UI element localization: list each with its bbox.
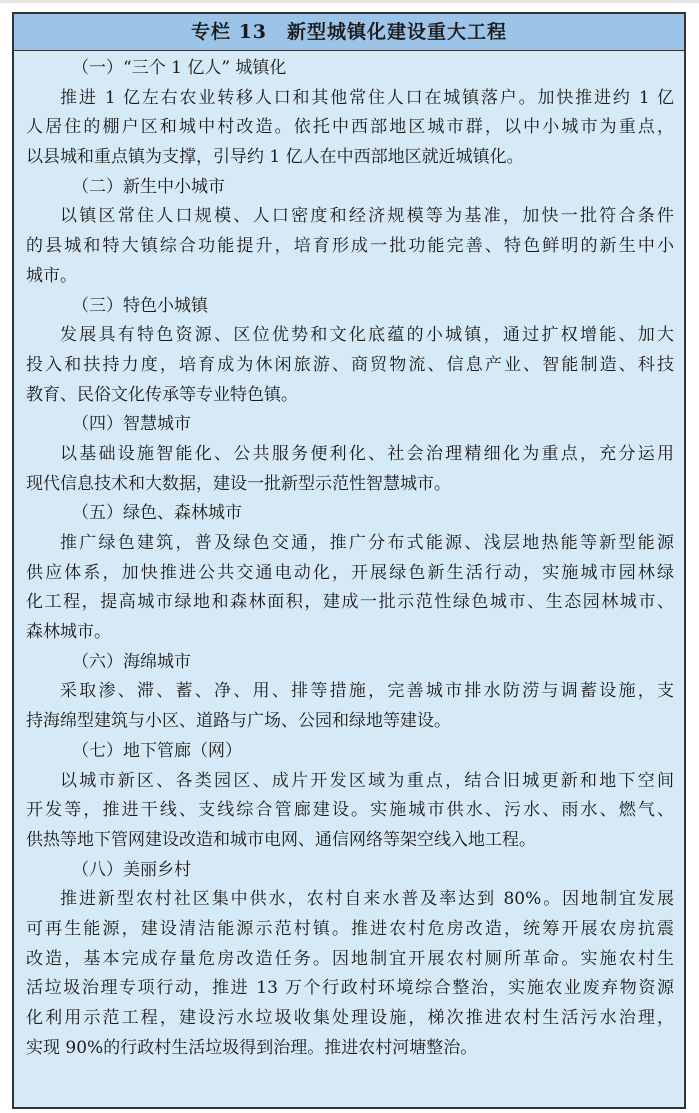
- section-heading: （一）“三个 1 亿人” 城镇化: [72, 58, 287, 78]
- paragraph-line: 化利用示范工程，建设污水垃圾收集处理设施，梯次推进农村生活污水治理，: [26, 1008, 674, 1028]
- section-heading: （五）绿色、森林城市: [72, 503, 242, 524]
- section-heading: （七）地下管廊（网）: [72, 740, 242, 761]
- paragraph-line: 供应体系，加快推进公共交通电动化，开展绿色新生活行动，实施城市园林绿: [26, 562, 674, 583]
- paragraph-line: 以城市新区、各类园区、成片开发区域为重点，结合旧城更新和地下空间: [60, 770, 674, 791]
- paragraph-line: 持海绵型建筑与小区、道路与广场、公园和绿地等建设。: [26, 711, 451, 732]
- paragraph-line: 化工程，提高城市绿地和森林面积，建成一批示范性绿色城市、生态园林城市、: [26, 592, 674, 613]
- paragraph-line: 推进 1 亿左右农业转移人口和其他常住人口在城镇落户。加快推进约 1 亿: [60, 87, 674, 108]
- section: [26, 410, 674, 499]
- paragraph-line: 人居住的棚户区和城中村改造。依托中西部地区城市群，以中小城市为重点，: [26, 117, 674, 138]
- column-box: [12, 12, 686, 1109]
- paragraph-line: 以县城和重点镇为支撑，引导约 1 亿人在中西部地区就近城镇化。: [26, 147, 524, 168]
- section-heading: （四）智慧城市: [72, 414, 191, 435]
- paragraph-line: 改造，基本完成存量危房改造任务。因地制宜开展农村厕所革命。实施农村生: [26, 948, 674, 969]
- paragraph-line: 推进新型农村社区集中供水，农村自来水普及率达到 80%。因地制宜发展: [60, 889, 674, 910]
- section: [26, 737, 674, 856]
- section-heading: （二）新生中小城市: [72, 176, 225, 197]
- top-divider: [0, 0, 699, 3]
- paragraph-line: 城市。: [26, 265, 77, 286]
- paragraph-line: 供热等地下管网建设改造和城市电网、通信网络等架空线入地工程。: [26, 829, 536, 850]
- section: [26, 856, 674, 1064]
- section-heading: （八）美丽乡村: [72, 859, 191, 880]
- section: [26, 499, 674, 647]
- paragraph-line: 投入和扶持力度，培育成为休闲旅游、商贸物流、信息产业、智能制造、科技: [26, 354, 674, 375]
- section-heading: （三）特色小城镇: [72, 295, 208, 316]
- section-heading: （六）海绵城市: [72, 651, 191, 672]
- paragraph-line: 教育、民俗文化传承等专业特色镇。: [26, 384, 298, 405]
- paragraph-line: 采取渗、滞、蓄、净、用、排等措施，完善城市排水防涝与调蓄设施，支: [60, 681, 674, 702]
- paragraph-line: 现代信息技术和大数据，建设一批新型示范性智慧城市。: [26, 473, 451, 494]
- section: [26, 173, 674, 292]
- paragraph-line: 开发等，推进干线、支线综合管廊建设。实施城市供水、污水、雨水、燃气、: [26, 800, 674, 821]
- paragraph-line: 以基础设施智能化、公共服务便利化、社会治理精细化为重点，充分运用: [60, 443, 674, 464]
- paragraph-line: 实现 90%的行政村生活垃圾得到治理。推进农村河塘整治。: [26, 1037, 478, 1058]
- paragraph-line: 发展具有特色资源、区位优势和文化底蕴的小城镇，通过扩权增能、加大: [60, 325, 674, 346]
- section: [26, 54, 674, 173]
- paragraph-line: 以镇区常住人口规模、人口密度和经济规模等为基准，加快一批符合条件: [60, 206, 674, 227]
- column-content: [14, 51, 684, 1063]
- paragraph-line: 可再生能源，建设清洁能源示范村镇。推进农村危房改造，统筹开展农房抗震: [26, 918, 674, 939]
- paragraph-line: 森林城市。: [26, 622, 111, 643]
- section: [26, 292, 674, 411]
- paragraph-line: 推广绿色建筑，普及绿色交通，推广分布式能源、浅层地热能等新型能源: [60, 533, 674, 553]
- section: [26, 648, 674, 737]
- paragraph-line: 活垃圾治理专项行动，推进 13 万个行政村环境综合整治，实施农业废弃物资源: [26, 978, 674, 999]
- paragraph-line: 的县城和特大镇综合功能提升，培育形成一批功能完善、特色鲜明的新生中小: [26, 236, 674, 257]
- column-title: 专栏 13 新型城镇化建设重大工程: [14, 14, 684, 51]
